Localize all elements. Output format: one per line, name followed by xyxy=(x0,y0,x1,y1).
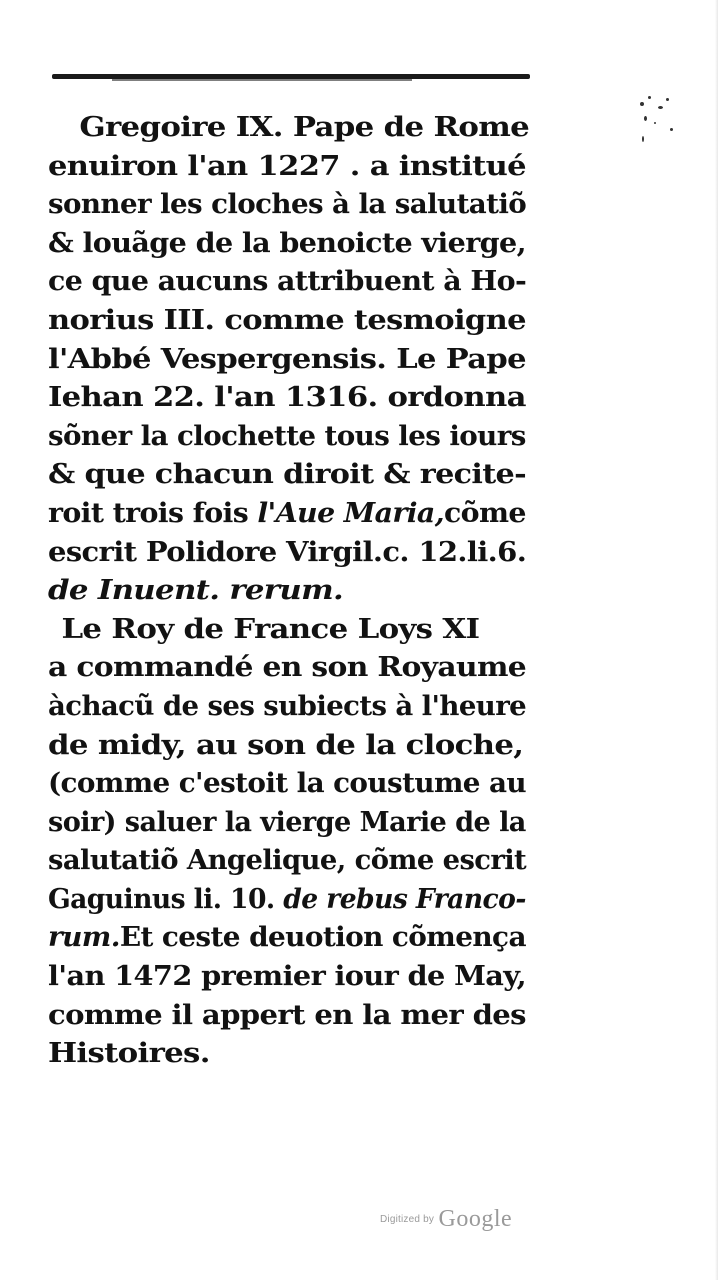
text-line: & que chacun diroit & recite- xyxy=(48,458,527,491)
text-line: salutatiõ Angelique, cõme escrit xyxy=(48,844,527,877)
text-line: soir) saluer la vierge Marie de la xyxy=(48,805,526,838)
text-line: ce que aucuns attribuent à Ho- xyxy=(48,265,527,298)
body-text xyxy=(48,108,538,1073)
text-line: àchacũ de ses subiects à l'heure xyxy=(48,689,527,722)
digitized-by-label: Digitized by xyxy=(380,1214,435,1225)
text-line: Gregoire IX. Pape de Rome xyxy=(79,111,530,143)
italic-run: de rebus Franco- xyxy=(283,882,526,915)
text-line: & louãge de la benoicte vierge, xyxy=(48,226,526,259)
margin-ink-specks xyxy=(636,92,678,152)
text-line: l'an 1472 premier iour de May, xyxy=(48,960,527,993)
text-run: Et ceste deuotion cõmença xyxy=(119,921,526,954)
digitized-watermark xyxy=(380,1206,512,1233)
top-rule-divider xyxy=(52,74,530,79)
text-run: Gaguinus li. 10. xyxy=(48,882,284,915)
italic-line: de Inuent. rerum. xyxy=(48,574,344,607)
text-line: sõner la clochette tous les iours xyxy=(48,419,526,452)
text-line: l'Abbé Vespergensis. Le Pape xyxy=(48,342,526,375)
text-line: Histoires. xyxy=(48,1037,210,1070)
italic-run: rum. xyxy=(48,921,120,954)
text-run: cõme xyxy=(443,496,526,529)
text-line: norius III. comme tesmoigne xyxy=(48,303,526,336)
text-line: escrit Polidore Virgil.c. 12.li.6. xyxy=(48,535,527,568)
text-line: de midy, au son de la cloche, xyxy=(48,728,524,761)
text-line: comme il appert en la mer des xyxy=(48,998,526,1031)
google-logo-text: Google xyxy=(438,1206,513,1232)
text-line xyxy=(48,880,526,919)
text-line: (comme c'estoit la coustume au xyxy=(48,767,527,800)
text-line xyxy=(48,918,545,957)
text-line: sonner les cloches à la salutatiõ xyxy=(48,188,527,221)
text-line: enuiron l'an 1227 . a institué xyxy=(48,149,526,182)
paragraph-gregoire xyxy=(48,108,538,610)
italic-run: l'Aue Maria, xyxy=(257,496,444,529)
text-run: roit trois fois xyxy=(48,496,258,529)
text-line: Iehan 22. l'an 1316. ordonna xyxy=(48,381,526,414)
text-line: Le Roy de France Loys XI xyxy=(61,612,480,645)
text-line: a commandé en son Royaume xyxy=(48,651,527,684)
text-line xyxy=(48,494,554,533)
paragraph-loys xyxy=(48,610,538,1073)
